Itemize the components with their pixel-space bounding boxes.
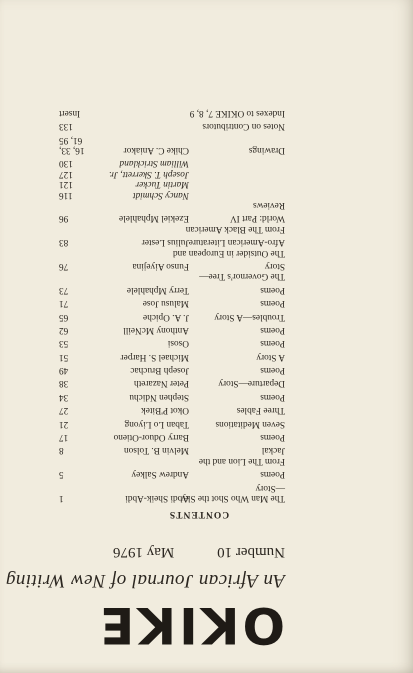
toc-entry [0, 200, 413, 210]
toc-page-number: 71 [59, 298, 69, 309]
toc-author: Malusu Jose [142, 298, 189, 309]
toc-entry [0, 237, 413, 247]
toc-entry [0, 325, 413, 335]
toc-author: Abdi Sheik-Abdi [125, 493, 189, 503]
toc-entry [0, 445, 413, 455]
toc-page-number: 127 [59, 168, 73, 179]
toc-page-number: 61, 95 [59, 134, 83, 145]
toc-entry [0, 311, 413, 321]
toc-page-number: 116 [59, 189, 73, 200]
toc-author: Julius Lester [141, 237, 189, 248]
toc-author: Chike C. Aniakor [123, 145, 189, 156]
toc-entry [0, 108, 413, 118]
toc-author: Melvin B. Tolson [123, 445, 189, 456]
toc-title: Reviews [252, 200, 285, 211]
toc-entry [0, 418, 413, 428]
journal-subtitle: An African Journal of New Writing [5, 570, 285, 591]
toc-entry [0, 247, 413, 257]
toc-author: Andrew Salkey [131, 469, 189, 480]
toc-page-number: 65 [59, 311, 69, 322]
toc-title: Notes on Contributors [202, 121, 285, 132]
toc-entry [0, 271, 413, 281]
toc-entry [0, 455, 413, 465]
toc-title: Jackal [261, 445, 285, 456]
toc-author: Nancy Schmidt [132, 189, 189, 200]
toc-entry [0, 298, 413, 308]
toc-page-number: 21 [59, 418, 69, 429]
toc-title: Afro-American Literature [188, 237, 285, 248]
toc-title: Poems [260, 365, 285, 376]
journal-masthead: OKIKE [97, 596, 285, 654]
toc-title: Troubles—A Story [214, 311, 285, 322]
toc-page-number: 8 [59, 445, 64, 456]
toc-author: Anthony McNeill [123, 324, 189, 335]
toc-author: J. A. Opiche [143, 311, 189, 322]
toc-page-number: 5 [59, 469, 64, 480]
toc-entry [0, 405, 413, 415]
toc-title: The Outsider in European and [172, 247, 285, 258]
toc-page-number: 62 [59, 324, 69, 335]
toc-page-number: 1 [59, 493, 64, 503]
toc-author: Michael S. Harper [120, 351, 189, 362]
toc-page-number: 51 [59, 351, 69, 362]
toc-author: Peter Nazareth [134, 378, 189, 389]
toc-title: Poems [260, 284, 285, 295]
toc-author: Barry Oduor-Otieno [113, 432, 189, 443]
toc-entry [0, 284, 413, 294]
toc-entry [0, 493, 413, 503]
toc-author: Funso Aiyejina [132, 260, 189, 271]
issue-date: May 1976 [113, 544, 175, 560]
toc-title: Departure—Story [218, 378, 285, 389]
toc-entry [0, 261, 413, 271]
toc-author: Joseph Bruchac [130, 365, 189, 376]
toc-title: From The Lion and the [198, 455, 285, 466]
toc-page-number: Insert [59, 107, 81, 118]
toc-page-number: 76 [59, 260, 69, 271]
toc-page-number: 121 [59, 179, 73, 190]
toc-title: Poems [260, 391, 285, 402]
toc-page-number: 133 [59, 121, 73, 132]
toc-title: Drawings [248, 145, 285, 156]
toc-entry [0, 351, 413, 361]
toc-author: Stephen Ndichu [129, 391, 189, 402]
toc-title: Story [264, 260, 285, 271]
table-of-contents [0, 108, 413, 504]
toc-page-number: 83 [59, 237, 69, 248]
toc-entry [0, 378, 413, 388]
toc-entry [0, 158, 413, 168]
toc-title: Poems [260, 338, 285, 349]
toc-entry [0, 213, 413, 223]
toc-page-number: 96 [59, 213, 69, 224]
toc-page-number: 38 [59, 378, 69, 389]
toc-title: Poems [260, 432, 285, 443]
toc-author: Ososi [167, 338, 189, 349]
toc-page-number: 49 [59, 365, 69, 376]
toc-entry [0, 223, 413, 233]
toc-title: From The Black American [185, 223, 285, 234]
toc-title: Indexes to OKIKE 7, 8, 9 [189, 107, 285, 118]
toc-entry [0, 121, 413, 131]
toc-entry [0, 391, 413, 401]
toc-entry [0, 134, 413, 144]
toc-page-number: 73 [59, 284, 69, 295]
issue-number: Number 10 [217, 544, 285, 560]
toc-entry [0, 145, 413, 155]
toc-page-number: 17 [59, 432, 69, 443]
toc-page-number: 130 [59, 158, 73, 169]
toc-entry [0, 338, 413, 348]
toc-title: The Governor's Tree— [199, 271, 285, 282]
toc-entry [0, 189, 413, 199]
toc-title: Poems [260, 469, 285, 480]
toc-author: Joseph T. Skerrett, Jr. [108, 168, 189, 179]
toc-title: A Story [256, 351, 285, 362]
toc-author: Okot P'Bitek [141, 405, 189, 416]
contents-heading: CONTENTS [168, 509, 230, 519]
toc-title: Three Fables [236, 405, 285, 416]
toc-author: William Strickland [119, 158, 189, 169]
toc-page-number: 53 [59, 338, 69, 349]
toc-title: —Story [255, 482, 285, 493]
toc-author: Martin Tucker [135, 179, 189, 190]
toc-entry [0, 179, 413, 189]
toc-entry [0, 432, 413, 442]
toc-page-number: 16, 33, [59, 145, 85, 156]
toc-entry [0, 469, 413, 479]
toc-entry [0, 168, 413, 178]
issue-info [113, 543, 285, 561]
toc-page-number: 34 [59, 391, 69, 402]
toc-author: Taban Lo Liyong [124, 418, 189, 429]
toc-page-number: 27 [59, 405, 69, 416]
toc-title: Poems [260, 298, 285, 309]
toc-entry [0, 482, 413, 492]
toc-title: Poems [260, 324, 285, 335]
toc-entry [0, 365, 413, 375]
toc-title: Seven Meditations [215, 418, 285, 429]
toc-title: The Man Who Shot the Sky [181, 493, 285, 503]
toc-title: World: Part IV [229, 213, 285, 224]
toc-author: Ezekiel Mphahlele [119, 213, 189, 224]
toc-author: Terry Mphahlele [126, 284, 189, 295]
